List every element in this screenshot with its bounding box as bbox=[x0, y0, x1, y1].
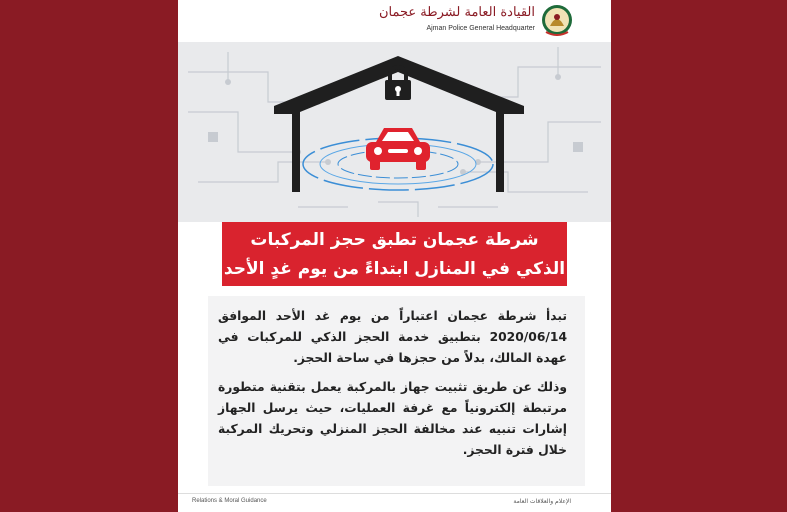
headline-line-2: الذكي في المنازل ابتداءً من يوم غدٍ الأحد bbox=[223, 259, 566, 279]
padlock-icon bbox=[381, 64, 415, 102]
footer-department-english: Relations & Moral Guidance bbox=[192, 498, 267, 504]
footer-bar bbox=[178, 493, 611, 512]
article-body bbox=[208, 296, 585, 486]
car-icon bbox=[362, 124, 434, 174]
agency-name-arabic: القيادة العامة لشرطة عجمان bbox=[379, 5, 535, 20]
paragraph-1: تبدأ شرطة عجمان اعتباراً من يوم غد الأحد الموافق 2020/06/14 بتطبيق خدمة الحجز الذكي للمركبات في عهدة المالك، بدلاً من حجزها في ساحة الحجز. bbox=[218, 309, 567, 365]
headline-line-1: شرطة عجمان تطبق حجز المركبات bbox=[250, 230, 539, 250]
news-card bbox=[178, 0, 611, 512]
smart-impound-illustration bbox=[178, 42, 611, 222]
agency-header bbox=[178, 0, 611, 42]
headline-banner bbox=[222, 222, 567, 286]
paragraph-2: وذلك عن طريق تثبيت جهاز بالمركبة يعمل بتقنية متطورة مرتبطة إلكترونياً مع غرفة العمليات، حيث يرسل الجهاز إشارات تنبيه عند مخالفة الحجز المنزلي وتحريك المركبة خلال فترة الحجز. bbox=[218, 380, 567, 457]
police-emblem-icon bbox=[540, 4, 574, 36]
agency-name-english: Ajman Police General Headquarter bbox=[426, 25, 535, 32]
footer-department-arabic: الإعلام والعلاقات العامة bbox=[513, 498, 571, 505]
